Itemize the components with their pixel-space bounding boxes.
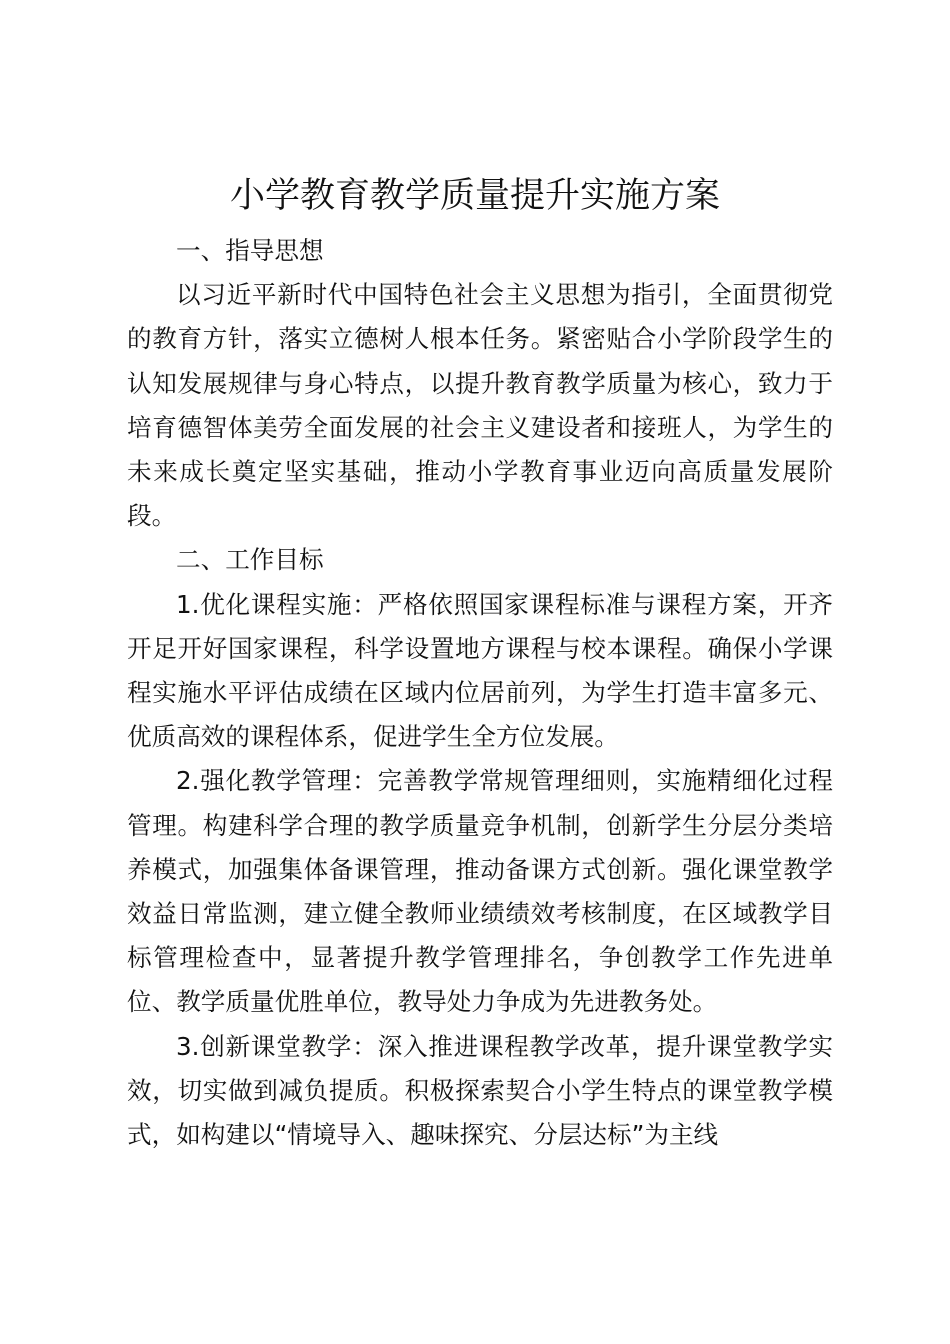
document-title: 小学教育教学质量提升实施方案 [229, 176, 720, 216]
paragraph-goal-1-curriculum: 1.优化课程实施：严格依照国家课程标准与课程方案，开齐开足开好国家课程，科学设置地方课程与校本课程。确保小学课程实施水平评估成绩在区域内位居前列，为学生打造丰富多元、优质高效的课程体系，促进学生全方位发展。 [127, 589, 833, 752]
paragraph-guiding-ideology: 以习近平新时代中国特色社会主义思想为指引，全面贯彻党的教育方针，落实立德树人根本任务。紧密贴合小学阶段学生的认知发展规律与身心特点，以提升教育教学质量为核心，致力于培育德智体美劳全面发展的社会主义建设者和接班人，为学生的未来成长奠定坚实基础，推动小学教育事业迈向高质量发展阶段。 [127, 280, 833, 531]
document-body [127, 229, 833, 1157]
section-heading-work-goals: 二、工作目标 [176, 545, 324, 575]
section-heading-guiding-ideology: 一、指导思想 [176, 236, 324, 265]
paragraph-goal-2-management: 2.强化教学管理：完善教学常规管理细则，实施精细化过程管理。构建科学合理的教学质量竞争机制，创新学生分层分类培养模式，加强集体备课管理，推动备课方式创新。强化课堂教学效益日常监测，建立健全教师业绩绩效考核制度，在区域教学目标管理检查中，显著提升教学管理排名，争创教学工作先进单位、教学质量优胜单位，教导处力争成为先进教务处。 [127, 766, 833, 1017]
paragraph-goal-3-classroom: 3.创新课堂教学：深入推进课程教学改革，提升课堂教学实效，切实做到减负提质。积极探索契合小学生特点的课堂教学模式，如构建以“情境导入、趣味探究、分层达标”为主线 [127, 1031, 833, 1150]
